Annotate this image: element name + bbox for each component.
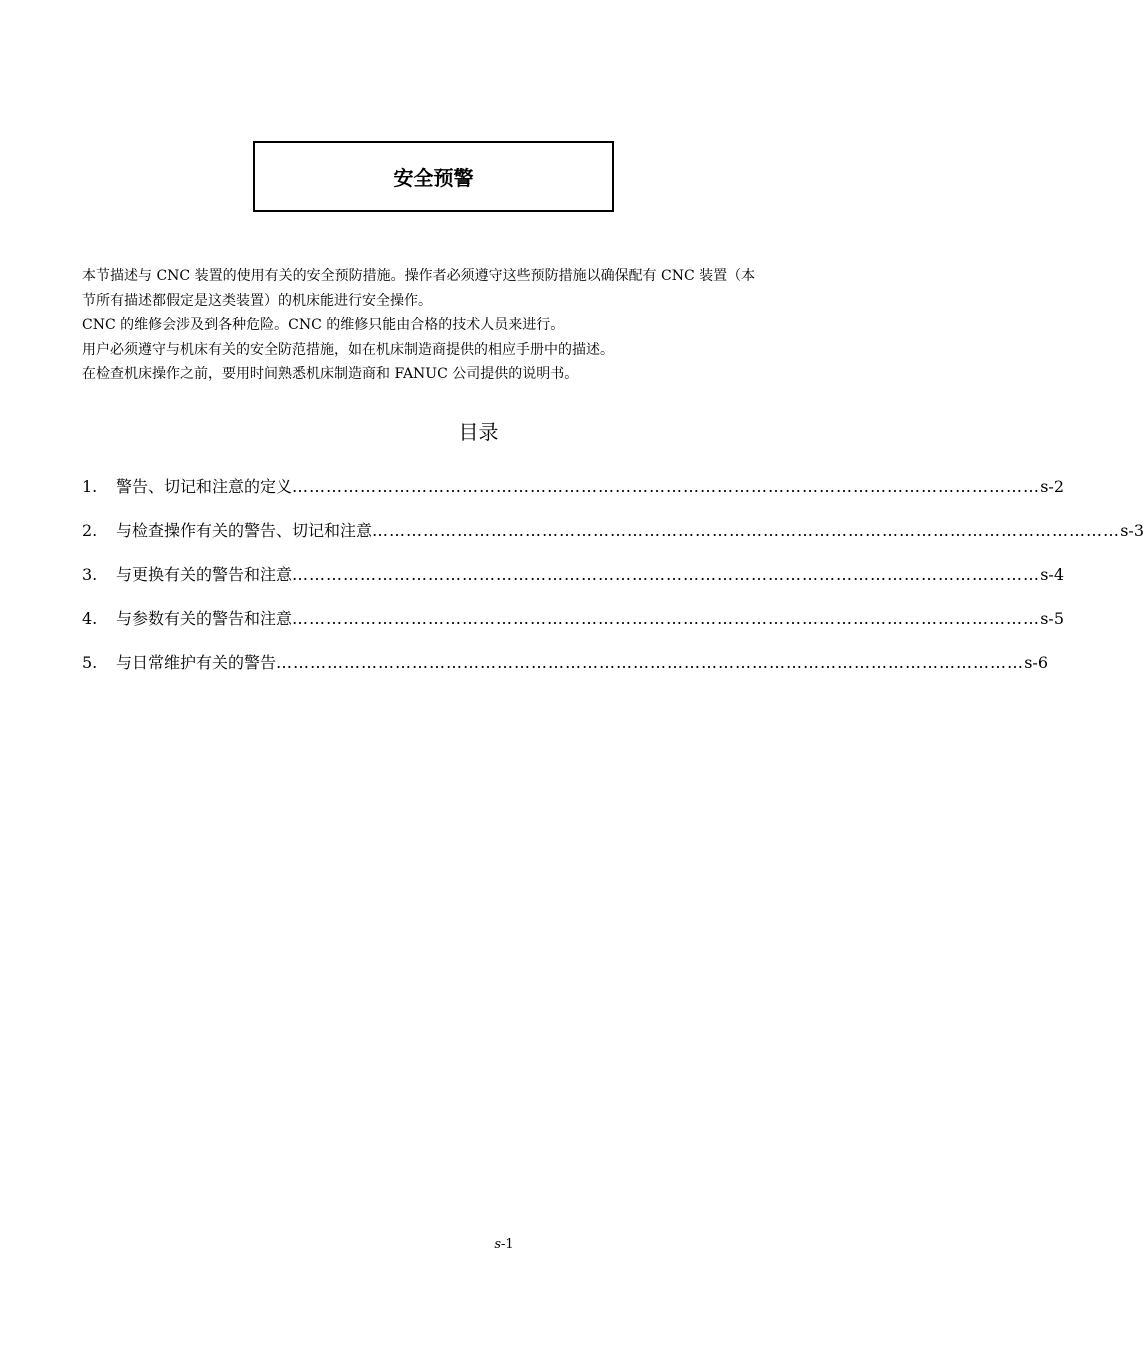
toc-heading: 目录 bbox=[458, 420, 499, 444]
toc-entry-page: s-2 bbox=[1040, 477, 1065, 496]
intro-line: CNC 的维修会涉及到各种危险。CNC 的维修只能由合格的技术人员来进行。 bbox=[82, 317, 565, 333]
toc-leader-dots: …………………………………………………………………………………………………………………… bbox=[292, 477, 1041, 496]
page-title: 安全预警 bbox=[393, 166, 474, 190]
toc-leader-dots: …………………………………………………………………………………………………………………… bbox=[372, 521, 1121, 540]
toc-leader-dots: …………………………………………………………………………………………………………………… bbox=[276, 653, 1025, 672]
toc-entry-title: 与日常维护有关的警告 bbox=[116, 653, 277, 672]
toc-entry-number: 3. bbox=[82, 565, 98, 584]
page-number-suffix: -1 bbox=[501, 1237, 514, 1252]
toc-entry-5[interactable] bbox=[82, 652, 1049, 696]
toc-entry-1[interactable] bbox=[82, 476, 1065, 520]
toc-leader-dots: …………………………………………………………………………………………………………………… bbox=[292, 565, 1041, 584]
toc-entry-number: 4. bbox=[82, 609, 98, 628]
intro-section bbox=[82, 264, 882, 387]
toc-entry-title: 与更换有关的警告和注意 bbox=[116, 565, 293, 584]
title-box bbox=[253, 141, 614, 212]
toc-entry-page: s-5 bbox=[1040, 609, 1065, 628]
toc-entry-number: 5. bbox=[82, 653, 98, 672]
intro-line: 节所有描述都假定是这类装置）的机床能进行安全操作。 bbox=[82, 292, 432, 309]
toc-entry-page: s-6 bbox=[1024, 653, 1049, 672]
toc-entry-page: s-3 bbox=[1120, 521, 1144, 540]
toc-entry-title: 与参数有关的警告和注意 bbox=[116, 609, 293, 628]
toc-entry-2[interactable] bbox=[82, 520, 1144, 564]
toc-entry-title: 警告、切记和注意的定义 bbox=[116, 477, 293, 496]
page-number-prefix: s bbox=[494, 1237, 501, 1252]
intro-line: 在检查机床操作之前，要用时间熟悉机床制造商和 FANUC 公司提供的说明书。 bbox=[82, 366, 579, 382]
toc-entry-number: 2. bbox=[82, 521, 98, 540]
page-number bbox=[0, 1237, 1008, 1252]
intro-line: 本节描述与 CNC 装置的使用有关的安全预防措施。操作者必须遵守这些预防措施以确保配有 CNC 装置（本 bbox=[82, 268, 756, 284]
intro-line: 用户必须遵守与机床有关的安全防范措施，如在机床制造商提供的相应手册中的描述。 bbox=[82, 341, 614, 358]
toc-entry-page: s-4 bbox=[1040, 565, 1065, 584]
toc-entry-3[interactable] bbox=[82, 564, 1065, 608]
toc-entry-title: 与检查操作有关的警告、切记和注意 bbox=[116, 521, 373, 540]
toc-entry-4[interactable] bbox=[82, 608, 1065, 652]
toc-leader-dots: …………………………………………………………………………………………………………………… bbox=[292, 609, 1041, 628]
toc-entry-number: 1. bbox=[82, 477, 98, 496]
table-of-contents bbox=[82, 476, 1144, 696]
